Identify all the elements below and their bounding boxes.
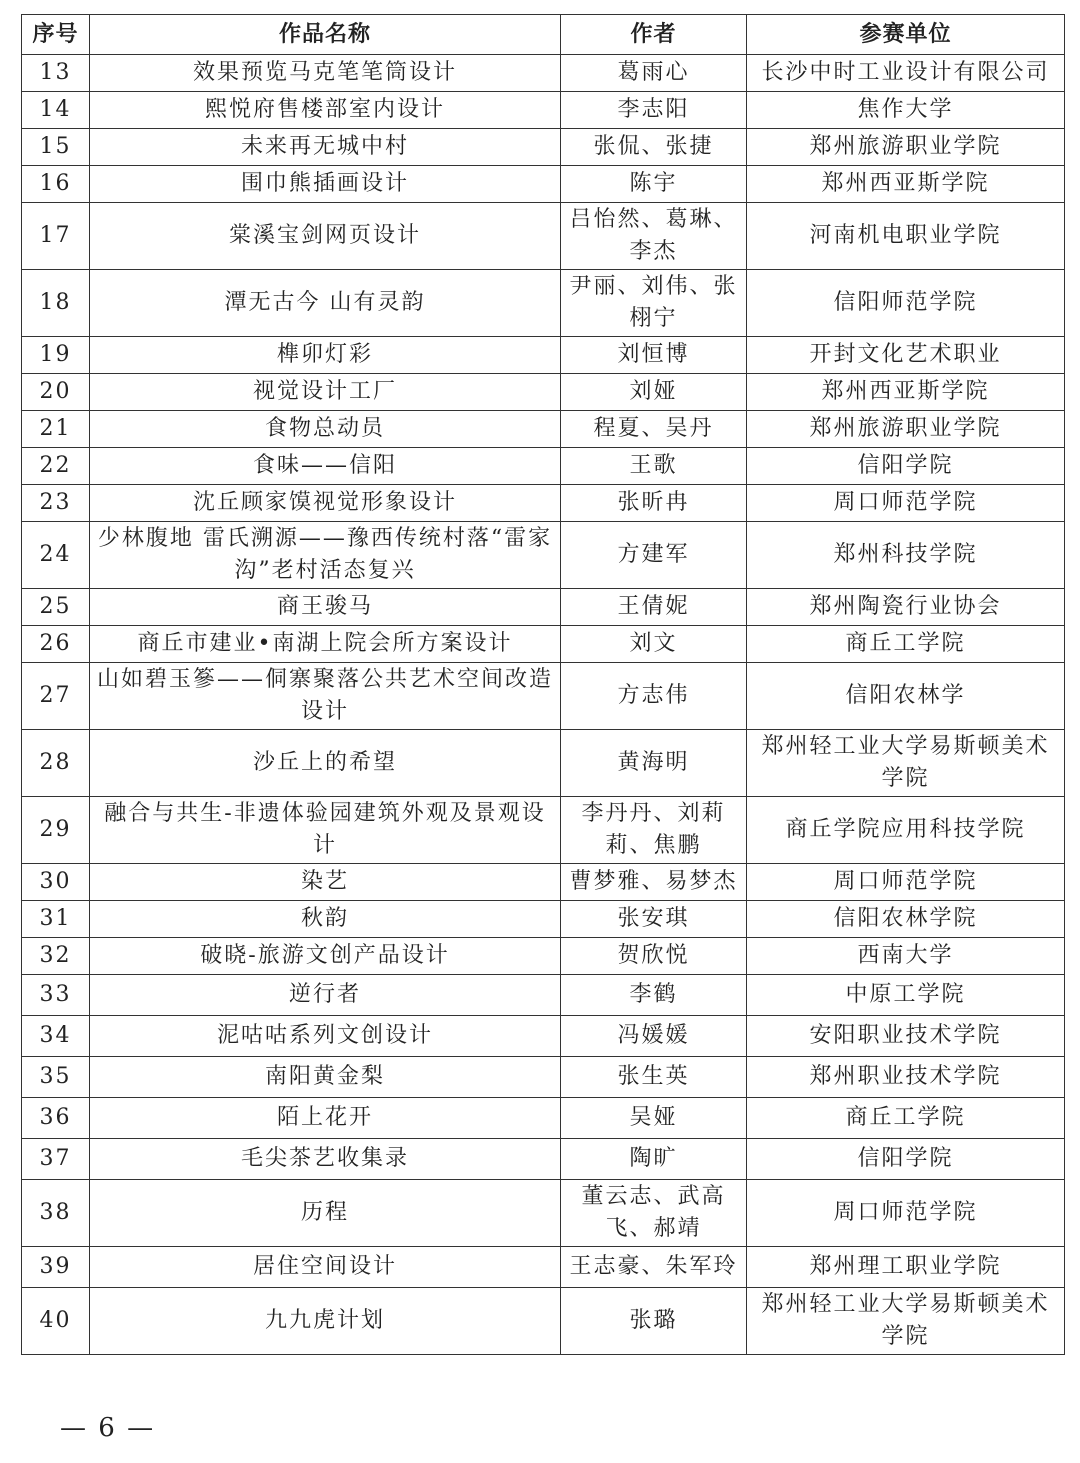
cell-title: 毛尖茶艺收集录 — [90, 1139, 561, 1180]
cell-unit: 商丘工学院 — [747, 1098, 1065, 1139]
cell-unit: 焦作大学 — [747, 92, 1065, 129]
cell-no: 28 — [22, 730, 90, 797]
cell-title: 泥咕咕系列文创设计 — [90, 1016, 561, 1057]
table-row — [22, 55, 1065, 92]
table-row — [22, 1288, 1065, 1355]
table-row — [22, 129, 1065, 166]
cell-title: 破晓-旅游文创产品设计 — [90, 938, 561, 975]
cell-no: 16 — [22, 166, 90, 203]
cell-unit: 开封文化艺术职业 — [747, 337, 1065, 374]
cell-author: 冯媛媛 — [561, 1016, 747, 1057]
cell-unit: 周口师范学院 — [747, 1180, 1065, 1247]
table-row — [22, 337, 1065, 374]
cell-author: 李鹤 — [561, 975, 747, 1016]
cell-author: 陶旷 — [561, 1139, 747, 1180]
cell-no: 14 — [22, 92, 90, 129]
cell-title: 沈丘顾家馍视觉形象设计 — [90, 485, 561, 522]
cell-unit: 周口师范学院 — [747, 485, 1065, 522]
cell-no: 23 — [22, 485, 90, 522]
cell-title: 食物总动员 — [90, 411, 561, 448]
cell-title: 少林腹地 雷氏溯源——豫西传统村落“雷家沟”老村活态复兴 — [90, 522, 561, 589]
cell-no: 18 — [22, 270, 90, 337]
cell-author: 吕怡然、葛琳、李杰 — [561, 203, 747, 270]
table-row — [22, 448, 1065, 485]
cell-title: 逆行者 — [90, 975, 561, 1016]
cell-no: 19 — [22, 337, 90, 374]
cell-no: 25 — [22, 589, 90, 626]
table-row — [22, 485, 1065, 522]
cell-title: 围巾熊插画设计 — [90, 166, 561, 203]
header-no: 序号 — [22, 15, 90, 55]
table-row — [22, 626, 1065, 663]
cell-unit: 西南大学 — [747, 938, 1065, 975]
cell-title: 熙悦府售楼部室内设计 — [90, 92, 561, 129]
cell-author: 曹梦雅、易梦杰 — [561, 864, 747, 901]
table-row — [22, 522, 1065, 589]
cell-no: 27 — [22, 663, 90, 730]
cell-title: 效果预览马克笔笔筒设计 — [90, 55, 561, 92]
cell-no: 22 — [22, 448, 90, 485]
cell-title: 秋韵 — [90, 901, 561, 938]
cell-author: 方志伟 — [561, 663, 747, 730]
cell-author: 黄海明 — [561, 730, 747, 797]
cell-unit: 周口师范学院 — [747, 864, 1065, 901]
cell-author: 王志豪、朱军玲 — [561, 1247, 747, 1288]
cell-unit: 郑州陶瓷行业协会 — [747, 589, 1065, 626]
cell-no: 13 — [22, 55, 90, 92]
header-row — [22, 15, 1065, 55]
cell-author: 陈宇 — [561, 166, 747, 203]
table-row — [22, 1180, 1065, 1247]
cell-unit: 郑州轻工业大学易斯顿美术学院 — [747, 1288, 1065, 1355]
cell-unit: 河南机电职业学院 — [747, 203, 1065, 270]
cell-unit: 信阳学院 — [747, 1139, 1065, 1180]
cell-author: 李丹丹、刘莉莉、焦鹏 — [561, 797, 747, 864]
cell-no: 31 — [22, 901, 90, 938]
cell-no: 26 — [22, 626, 90, 663]
cell-no: 24 — [22, 522, 90, 589]
table-row — [22, 92, 1065, 129]
table-row — [22, 975, 1065, 1016]
table-row — [22, 1057, 1065, 1098]
header-title: 作品名称 — [90, 15, 561, 55]
cell-title: 融合与共生-非遗体验园建筑外观及景观设计 — [90, 797, 561, 864]
cell-title: 未来再无城中村 — [90, 129, 561, 166]
cell-author: 吴娅 — [561, 1098, 747, 1139]
cell-author: 葛雨心 — [561, 55, 747, 92]
cell-author: 刘恒博 — [561, 337, 747, 374]
cell-title: 山如碧玉篸——侗寨聚落公共艺术空间改造设计 — [90, 663, 561, 730]
cell-unit: 信阳师范学院 — [747, 270, 1065, 337]
cell-title: 居住空间设计 — [90, 1247, 561, 1288]
cell-author: 方建军 — [561, 522, 747, 589]
table-row — [22, 166, 1065, 203]
cell-no: 38 — [22, 1180, 90, 1247]
table-row — [22, 374, 1065, 411]
cell-unit: 郑州职业技术学院 — [747, 1057, 1065, 1098]
header-unit: 参赛单位 — [747, 15, 1065, 55]
header-author: 作者 — [561, 15, 747, 55]
cell-unit: 信阳学院 — [747, 448, 1065, 485]
cell-author: 贺欣悦 — [561, 938, 747, 975]
cell-unit: 商丘学院应用科技学院 — [747, 797, 1065, 864]
cell-author: 李志阳 — [561, 92, 747, 129]
table-row — [22, 730, 1065, 797]
table-row — [22, 663, 1065, 730]
table-row — [22, 797, 1065, 864]
cell-no: 30 — [22, 864, 90, 901]
cell-title: 染艺 — [90, 864, 561, 901]
cell-no: 35 — [22, 1057, 90, 1098]
cell-no: 36 — [22, 1098, 90, 1139]
cell-unit: 信阳农林学 — [747, 663, 1065, 730]
cell-title: 陌上花开 — [90, 1098, 561, 1139]
cell-no: 39 — [22, 1247, 90, 1288]
table-row — [22, 1139, 1065, 1180]
cell-unit: 中原工学院 — [747, 975, 1065, 1016]
cell-no: 32 — [22, 938, 90, 975]
cell-no: 17 — [22, 203, 90, 270]
table-row — [22, 589, 1065, 626]
cell-author: 董云志、武高飞、郝靖 — [561, 1180, 747, 1247]
cell-title: 榫卯灯彩 — [90, 337, 561, 374]
cell-title: 历程 — [90, 1180, 561, 1247]
table-row — [22, 1247, 1065, 1288]
cell-unit: 信阳农林学院 — [747, 901, 1065, 938]
cell-unit: 商丘工学院 — [747, 626, 1065, 663]
table-row — [22, 1098, 1065, 1139]
page-number: — 6 — — [60, 1413, 156, 1443]
cell-title: 视觉设计工厂 — [90, 374, 561, 411]
cell-no: 37 — [22, 1139, 90, 1180]
cell-title: 棠溪宝剑网页设计 — [90, 203, 561, 270]
cell-author: 张昕冉 — [561, 485, 747, 522]
cell-unit: 安阳职业技术学院 — [747, 1016, 1065, 1057]
cell-no: 20 — [22, 374, 90, 411]
cell-no: 15 — [22, 129, 90, 166]
cell-unit: 长沙中时工业设计有限公司 — [747, 55, 1065, 92]
cell-no: 21 — [22, 411, 90, 448]
cell-unit: 郑州科技学院 — [747, 522, 1065, 589]
cell-author: 程夏、吴丹 — [561, 411, 747, 448]
cell-author: 刘娅 — [561, 374, 747, 411]
cell-title: 潭无古今 山有灵韵 — [90, 270, 561, 337]
cell-title: 南阳黄金梨 — [90, 1057, 561, 1098]
table-row — [22, 901, 1065, 938]
cell-author: 刘文 — [561, 626, 747, 663]
table-row — [22, 203, 1065, 270]
cell-author: 王歌 — [561, 448, 747, 485]
cell-title: 食味——信阳 — [90, 448, 561, 485]
cell-author: 张璐 — [561, 1288, 747, 1355]
cell-unit: 郑州西亚斯学院 — [747, 166, 1065, 203]
cell-author: 王倩妮 — [561, 589, 747, 626]
cell-unit: 郑州理工职业学院 — [747, 1247, 1065, 1288]
cell-title: 沙丘上的希望 — [90, 730, 561, 797]
cell-no: 29 — [22, 797, 90, 864]
table-row — [22, 938, 1065, 975]
cell-unit: 郑州西亚斯学院 — [747, 374, 1065, 411]
table-row — [22, 270, 1065, 337]
cell-unit: 郑州轻工业大学易斯顿美术学院 — [747, 730, 1065, 797]
cell-author: 张生英 — [561, 1057, 747, 1098]
results-table — [21, 14, 1065, 1355]
cell-title: 商丘市建业•南湖上院会所方案设计 — [90, 626, 561, 663]
cell-unit: 郑州旅游职业学院 — [747, 129, 1065, 166]
cell-unit: 郑州旅游职业学院 — [747, 411, 1065, 448]
cell-title: 商王骏马 — [90, 589, 561, 626]
cell-author: 张侃、张捷 — [561, 129, 747, 166]
cell-no: 40 — [22, 1288, 90, 1355]
cell-title: 九九虎计划 — [90, 1288, 561, 1355]
cell-no: 33 — [22, 975, 90, 1016]
cell-author: 尹丽、刘伟、张栩宁 — [561, 270, 747, 337]
table-row — [22, 411, 1065, 448]
cell-no: 34 — [22, 1016, 90, 1057]
table-row — [22, 1016, 1065, 1057]
table-row — [22, 864, 1065, 901]
cell-author: 张安琪 — [561, 901, 747, 938]
